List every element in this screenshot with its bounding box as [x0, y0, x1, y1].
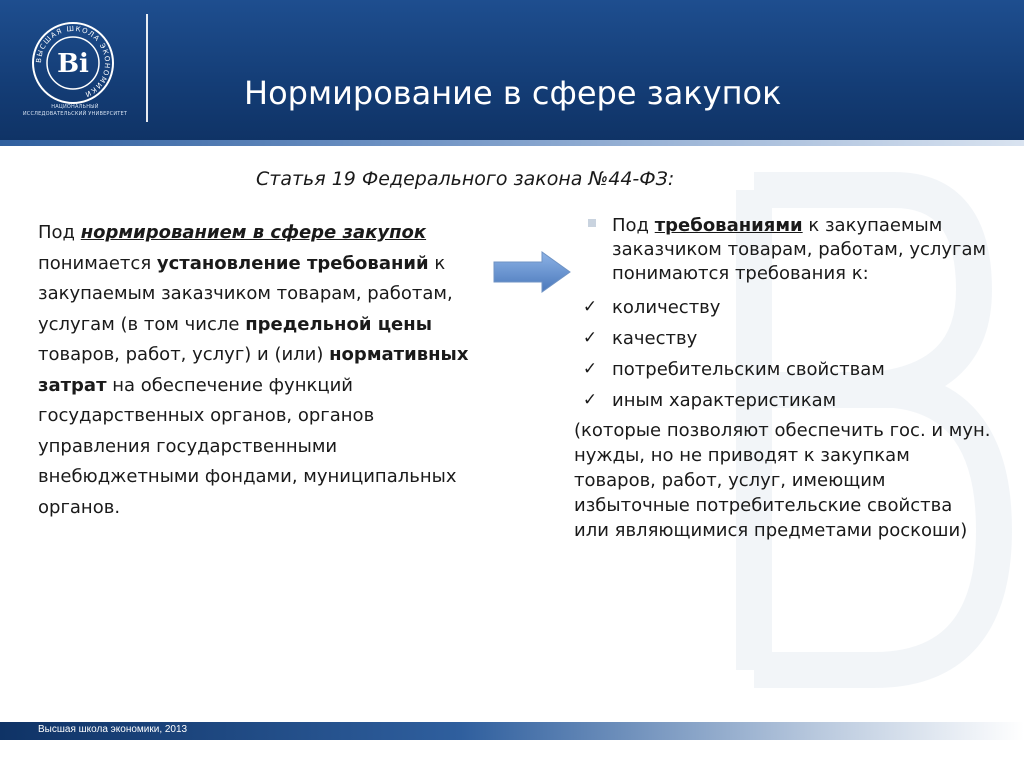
checkmark-icon: ✓ [582, 328, 598, 348]
logo-letter: Ві [57, 49, 89, 79]
list-item-label: количеству [612, 297, 721, 318]
definition-text: на обеспечение функций государственных органов, органов управления государственными внебюджетными фондами, муниципальных органов. [38, 374, 457, 518]
footer-text: Высшая школа экономики, 2013 [38, 724, 188, 735]
hse-logo-icon [30, 20, 116, 106]
term-procurement-rationing: нормированием в сфере закупок [80, 222, 427, 243]
list-item [572, 385, 992, 416]
list-item [572, 292, 992, 323]
checkmark-icon: ✓ [582, 390, 598, 410]
requirements-checklist [572, 292, 992, 416]
definition-text: к закупаемым заказчиком товарам, работам, услугам (в том числе [38, 252, 453, 335]
article-subtitle: Статья 19 Федерального закона №44-ФЗ: [256, 168, 675, 190]
checkmark-icon: ✓ [582, 297, 598, 317]
emphasis-normative-costs: нормативных затрат [38, 344, 469, 396]
list-item [572, 354, 992, 385]
requirements-block [572, 214, 992, 543]
list-item-label: иным характеристикам [612, 390, 837, 411]
slide-footer [0, 722, 1024, 740]
intro-text: Под [612, 215, 655, 236]
logo-ring-text: ВЫСШАЯ ШКОЛА ЭКОНОМИКИ [34, 24, 112, 99]
requirements-note: (которые позволяют обеспечить гос. и мун. нужды, но не приводят к закупкам товаров, работ, услуг, имеющим избыточные потребительские свойства или являющимися предметами роскоши) [574, 420, 991, 541]
definition-text: Под [38, 222, 81, 243]
bullet-square-icon [588, 219, 596, 227]
intro-text: к закупаемым заказчиком товарам, работам, услугам понимаются требования к: [612, 215, 987, 284]
emphasis-requirements: установление требований [156, 252, 429, 274]
list-item-label: качеству [612, 328, 698, 349]
arrow-right-icon [492, 250, 572, 294]
definition-text: понимается [38, 252, 157, 274]
slide-title: Нормирование в сфере закупок [244, 74, 782, 112]
slide-header [0, 0, 1024, 140]
definition-text: товаров, работ, услуг) и (или) [38, 344, 330, 365]
definition-paragraph [38, 218, 490, 523]
list-item-label: потребительским свойствам [612, 359, 885, 380]
checkmark-icon: ✓ [582, 359, 598, 379]
requirements-intro [572, 214, 992, 286]
list-item [572, 323, 992, 354]
header-stripe [0, 140, 1024, 146]
logo-caption: НАЦИОНАЛЬНЫЙ ИССЛЕДОВАТЕЛЬСКИЙ УНИВЕРСИТЕТ [22, 104, 128, 117]
term-requirements: требованиями [654, 215, 803, 236]
header-divider [146, 14, 148, 122]
emphasis-price-limit: предельной цены [245, 313, 432, 335]
